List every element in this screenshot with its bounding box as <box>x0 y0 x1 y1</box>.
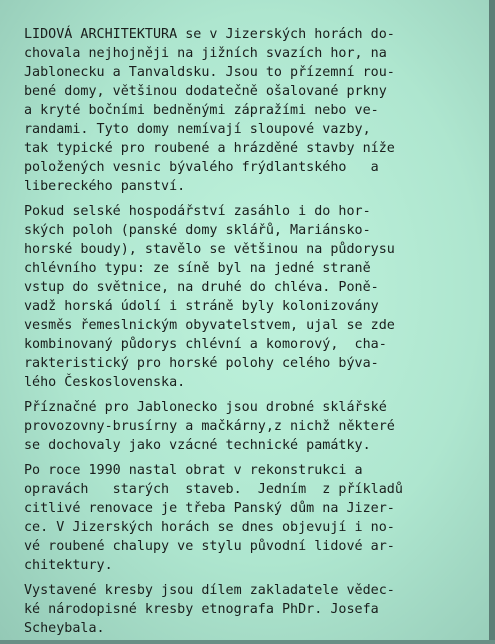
text-line: chlévního typu: ze síně byl na jedné straně <box>24 261 371 276</box>
text-line: chitektury. <box>24 558 113 573</box>
text-line: kombinovaný půdorys chlévní a komorový, cha- <box>24 337 387 352</box>
text-line: vadž horská údolí i stráně byly kolonizovány <box>24 299 379 314</box>
text-line: rakteristický pro horské polohy celého býva- <box>24 356 379 371</box>
text-line: ce. V Jizerských horách se dnes objevují i no- <box>24 520 395 535</box>
text-paragraph <box>24 398 464 455</box>
text-line: opravách starých staveb. Jedním z příkladů <box>24 482 403 497</box>
text-line: Jablonecku a Tanvaldsku. Jsou to přízemní rou- <box>24 65 395 80</box>
text-line: Pokud selské hospodářství zasáhlo i do hor- <box>24 204 371 219</box>
text-line: Vystavené kresby jsou dílem zakladatele vědec- <box>24 583 395 598</box>
text-line: Po roce 1990 nastal obrat v rekonstrukci a <box>24 463 363 478</box>
text-paragraph <box>24 581 464 638</box>
text-line: ké národopisné kresby etnografa PhDr. Josefa <box>24 602 379 617</box>
text-line: vé roubené chalupy ve stylu původní lidové ar- <box>24 539 395 554</box>
text-paragraph <box>24 25 464 196</box>
text-line: chovala nejhojněji na jižních svazích hor, na <box>24 46 387 61</box>
text-line: horské boudy), stavělo se většinou na půdorysu <box>24 242 395 257</box>
text-line: ských poloh (panské domy sklářů, Mariánsko- <box>24 223 371 238</box>
text-line: citlivé renovace je třeba Panský dům na Jizer- <box>24 501 395 516</box>
text-paragraph <box>24 202 464 392</box>
text-line: vstup do světnice, na druhé do chléva. Poně- <box>24 280 379 295</box>
text-paragraph <box>24 461 464 575</box>
text-line: Scheybala. <box>24 621 105 636</box>
text-line: tak typické pro roubené a hrázděné stavby níže <box>24 141 395 156</box>
text-line: LIDOVÁ ARCHITEKTURA se v Jizerských horách do- <box>24 27 395 42</box>
text-line: bené domy, většinou dodatečně ošalované prkny <box>24 84 387 99</box>
text-line: randami. Tyto domy nemívají sloupové vazby, <box>24 122 371 137</box>
text-line: vesměs řemeslnickým obyvatelstvem, ujal se zde <box>24 318 395 333</box>
text-line: a kryté bočními bedněnými zápražími nebo ve- <box>24 103 379 118</box>
text-line: Příznačné pro Jablonecko jsou drobné sklářské <box>24 400 387 415</box>
text-line: lého Československa. <box>24 375 186 390</box>
text-line: provozovny-brusírny a mačkárny,z nichž některé <box>24 419 395 434</box>
text-line: libereckého panství. <box>24 179 186 194</box>
text-line: se dochovaly jako vzácné technické památky. <box>24 438 371 453</box>
panel-text-block <box>24 25 464 644</box>
text-line: položených vesnic bývalého frýdlantského a <box>24 160 379 175</box>
